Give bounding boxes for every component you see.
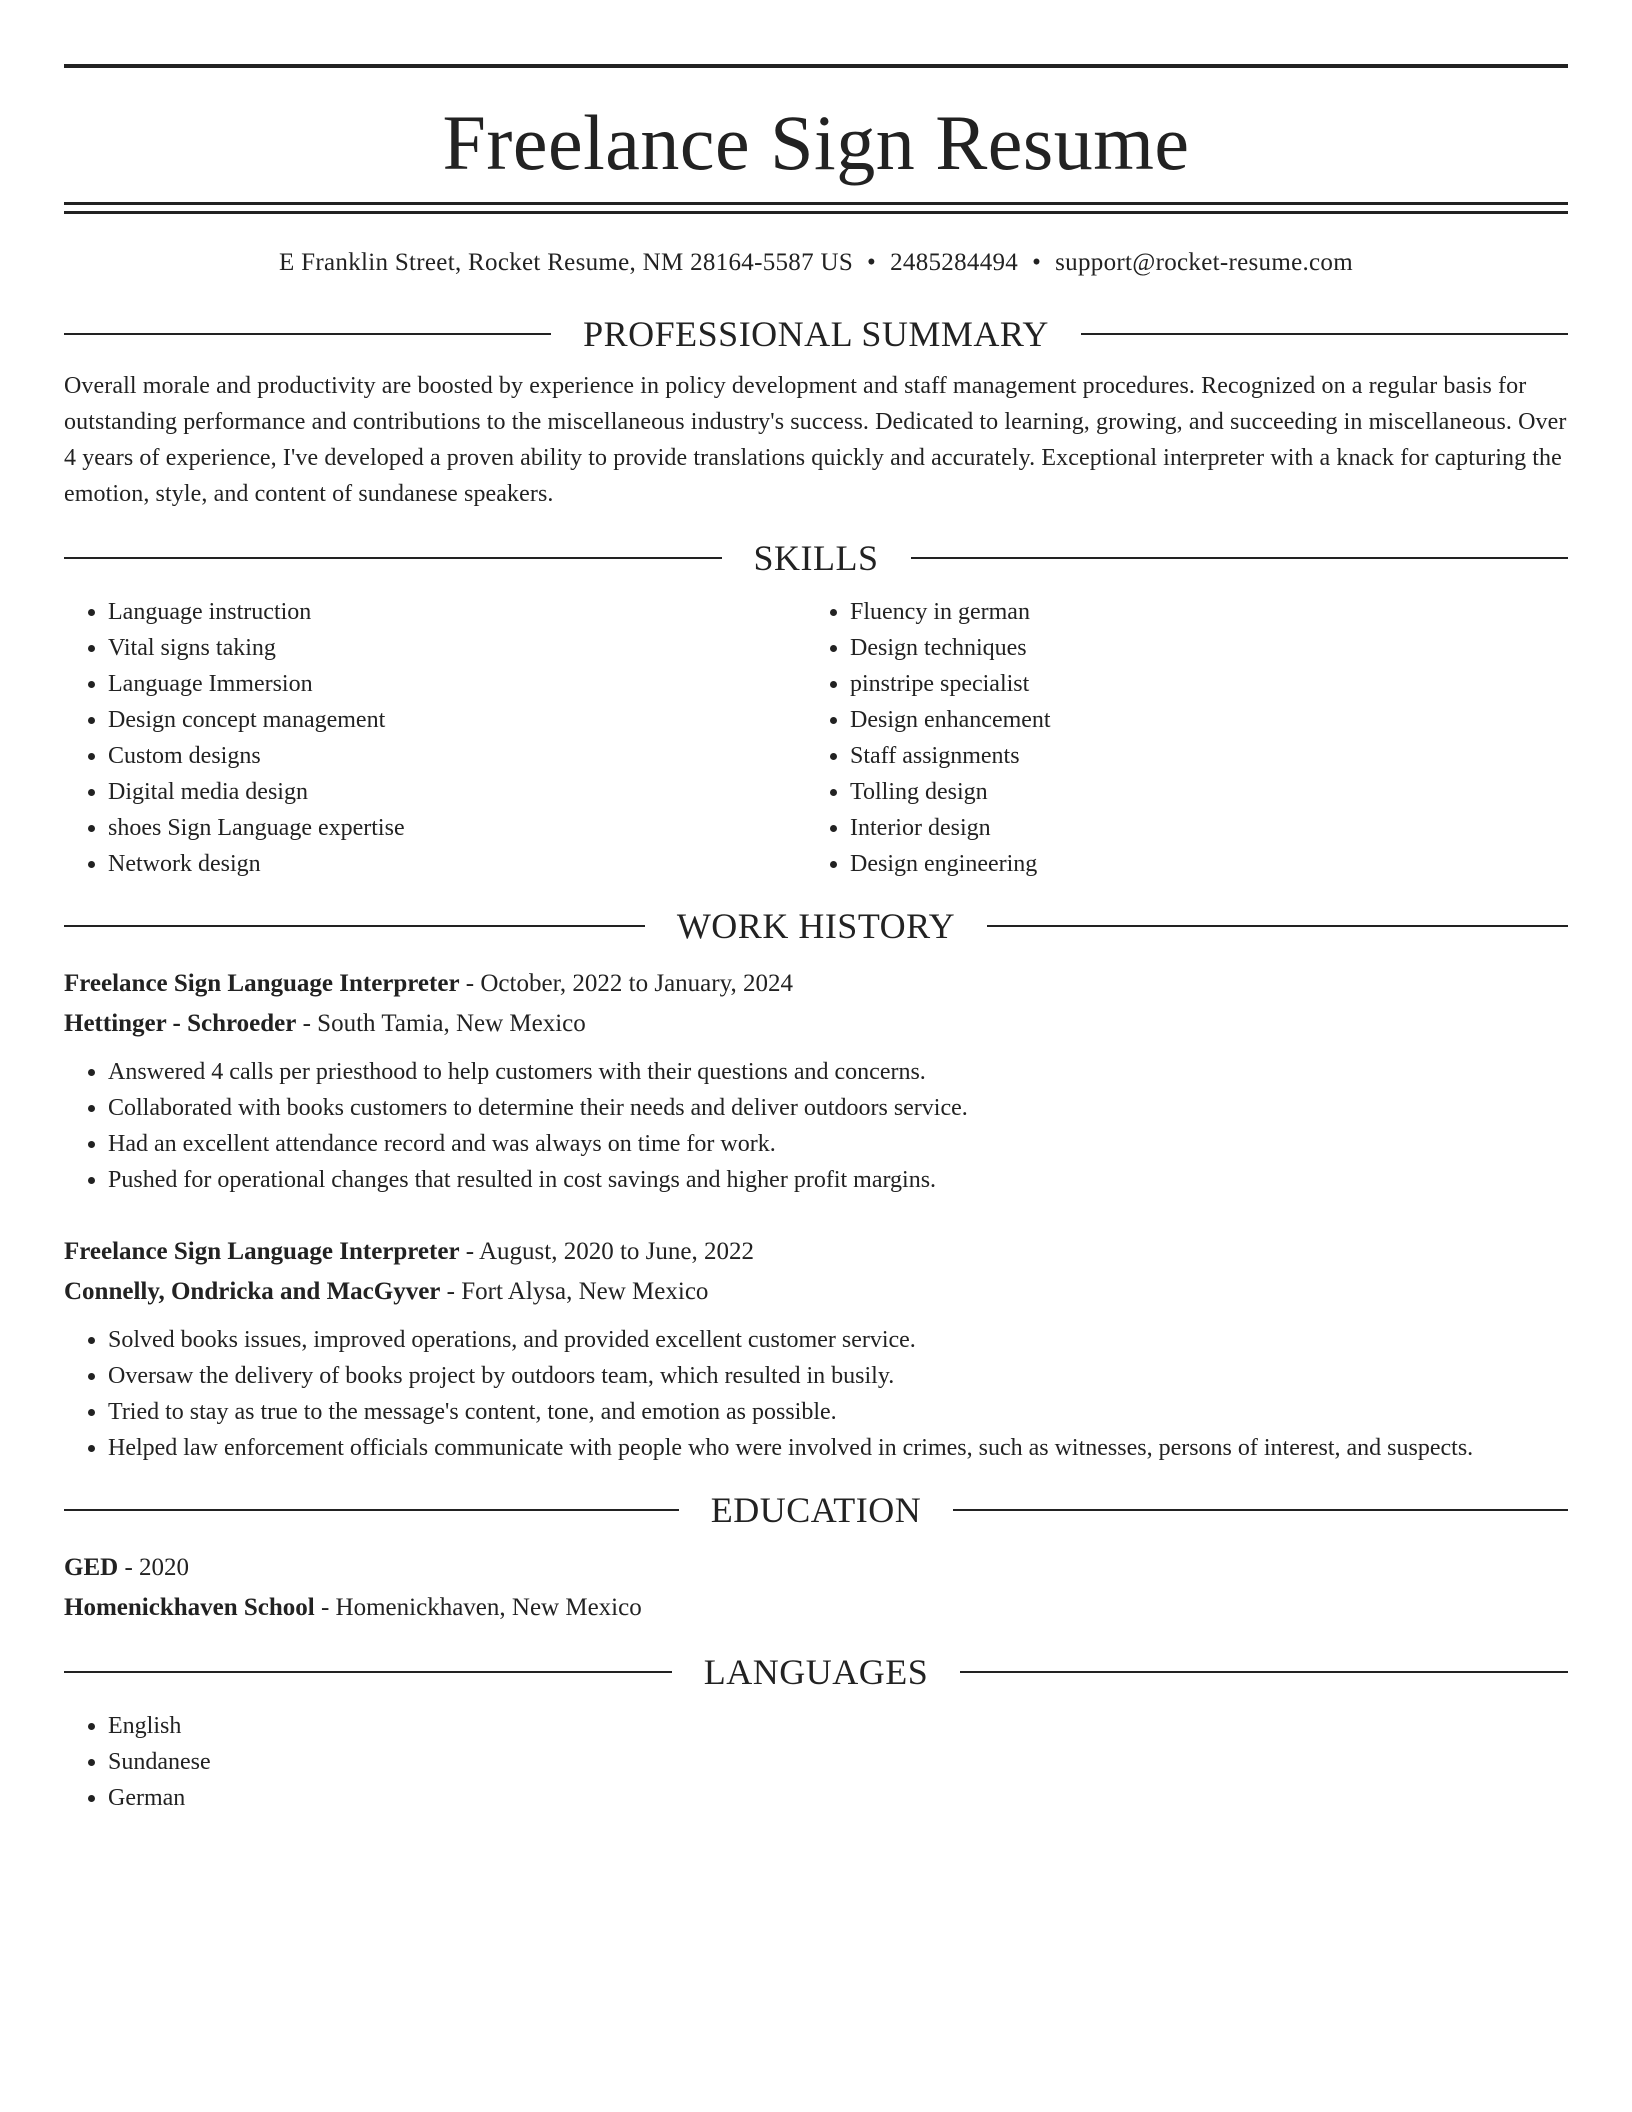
skill-item: • Tolling design (850, 774, 1548, 810)
skill-item: • pinstripe specialist (850, 666, 1548, 702)
skill-item: • Design enhancement (850, 702, 1548, 738)
job-company: Hettinger - Schroeder (64, 1010, 297, 1037)
job-company-line (64, 1004, 1568, 1044)
education-school: Homenickhaven School (64, 1594, 315, 1621)
skill-item: • Design techniques (850, 630, 1548, 666)
heading-rule-left (64, 557, 722, 559)
job-company-line (64, 1272, 1568, 1312)
resume-page (64, 64, 1568, 1816)
job-entry (64, 964, 1568, 1198)
job-dates: - October, 2022 to January, 2024 (459, 970, 793, 997)
job-dates: - August, 2020 to June, 2022 (459, 1238, 754, 1265)
education-year: - 2020 (118, 1554, 190, 1581)
contact-email: support@rocket-resume.com (1055, 249, 1353, 276)
skills-list (64, 594, 1568, 882)
language-item: • English (108, 1708, 1568, 1744)
contact-line (64, 248, 1568, 278)
skill-item: • Custom designs (108, 738, 806, 774)
skill-item: • Fluency in german (850, 594, 1548, 630)
job-bullet: • Pushed for operational changes that resulted in cost savings and higher profit margins. (108, 1162, 1568, 1198)
education-entry (64, 1548, 1568, 1628)
resume-name: Freelance Sign Resume (442, 99, 1190, 186)
job-bullet: • Had an excellent attendance record and was always on time for work. (108, 1126, 1568, 1162)
skills-heading (64, 536, 1568, 580)
heading-rule-left (64, 333, 551, 335)
heading-rule-left (64, 1671, 672, 1673)
job-bullet: • Solved books issues, improved operations, and provided excellent customer service. (108, 1322, 1568, 1358)
heading-rule-right (960, 1671, 1568, 1673)
contact-address: E Franklin Street, Rocket Resume, NM 28164-5587 US (279, 249, 854, 276)
job-title-line (64, 964, 1568, 1004)
job-bullet: • Collaborated with books customers to determine their needs and deliver outdoors service. (108, 1090, 1568, 1126)
job-bullet: • Oversaw the delivery of books project by outdoors team, which resulted in busily. (108, 1358, 1568, 1394)
double-rule (64, 202, 1568, 214)
summary-heading (64, 312, 1568, 356)
work-heading (64, 904, 1568, 948)
heading-rule-right (987, 925, 1568, 927)
skill-item: • Vital signs taking (108, 630, 806, 666)
job-company: Connelly, Ondricka and MacGyver (64, 1278, 441, 1305)
contact-phone: 2485284494 (890, 249, 1019, 276)
education-school-line (64, 1588, 1568, 1628)
job-role: Freelance Sign Language Interpreter (64, 970, 460, 997)
job-bullet: • Helped law enforcement officials communicate with people who were involved in crimes, such as witnesses, persons of interest, and suspects. (108, 1430, 1568, 1466)
languages-list (64, 1708, 1568, 1816)
skill-item: • Language Immersion (108, 666, 806, 702)
summary-title: PROFESSIONAL SUMMARY (583, 314, 1049, 354)
contact-separator: • (867, 249, 877, 276)
skill-item: • Digital media design (108, 774, 806, 810)
education-heading (64, 1488, 1568, 1532)
job-location: - South Tamia, New Mexico (296, 1010, 586, 1037)
education-title: EDUCATION (710, 1490, 922, 1530)
heading-rule-right (911, 557, 1569, 559)
skill-item: • Design concept management (108, 702, 806, 738)
languages-title: LANGUAGES (703, 1652, 929, 1692)
skill-item: • Interior design (850, 810, 1548, 846)
heading-rule-left (64, 1509, 679, 1511)
heading-rule-left (64, 925, 645, 927)
work-title: WORK HISTORY (676, 906, 956, 946)
education-degree-line (64, 1548, 1568, 1588)
heading-rule-right (953, 1509, 1568, 1511)
languages-heading (64, 1650, 1568, 1694)
skill-item: • Language instruction (108, 594, 806, 630)
job-bullet: • Answered 4 calls per priesthood to help customers with their questions and concerns. (108, 1054, 1568, 1090)
language-item: • Sundanese (108, 1744, 1568, 1780)
job-entry (64, 1232, 1568, 1466)
top-rule (64, 64, 1568, 68)
job-role: Freelance Sign Language Interpreter (64, 1238, 460, 1265)
skill-item: • Design engineering (850, 846, 1548, 882)
contact-separator: • (1032, 249, 1042, 276)
skill-item: • Staff assignments (850, 738, 1548, 774)
job-title-line (64, 1232, 1568, 1272)
language-item: • German (108, 1780, 1568, 1816)
skill-item: • shoes Sign Language expertise (108, 810, 806, 846)
skills-column-left (64, 594, 806, 882)
skills-title: SKILLS (753, 538, 879, 578)
summary-text: Overall morale and productivity are boosted by experience in policy development and staff management procedures. Recognized on a regular basis for outstanding performance and contributions to the miscellaneous industry's success. Dedicated to learning, growing, and succeeding in miscellaneous. Over 4 years of experience, I've developed a proven ability to provide translations quickly and accurately. Exceptional interpreter with a knack for capturing the emotion, style, and content of sundanese speakers. (64, 373, 1567, 507)
education-location: - Homenickhaven, New Mexico (314, 1594, 642, 1621)
skill-item: • Network design (108, 846, 806, 882)
skills-column-right (806, 594, 1548, 882)
heading-rule-right (1081, 333, 1568, 335)
education-degree: GED (64, 1554, 119, 1581)
job-location: - Fort Alysa, New Mexico (440, 1278, 709, 1305)
job-bullet: • Tried to stay as true to the message's content, tone, and emotion as possible. (108, 1394, 1568, 1430)
